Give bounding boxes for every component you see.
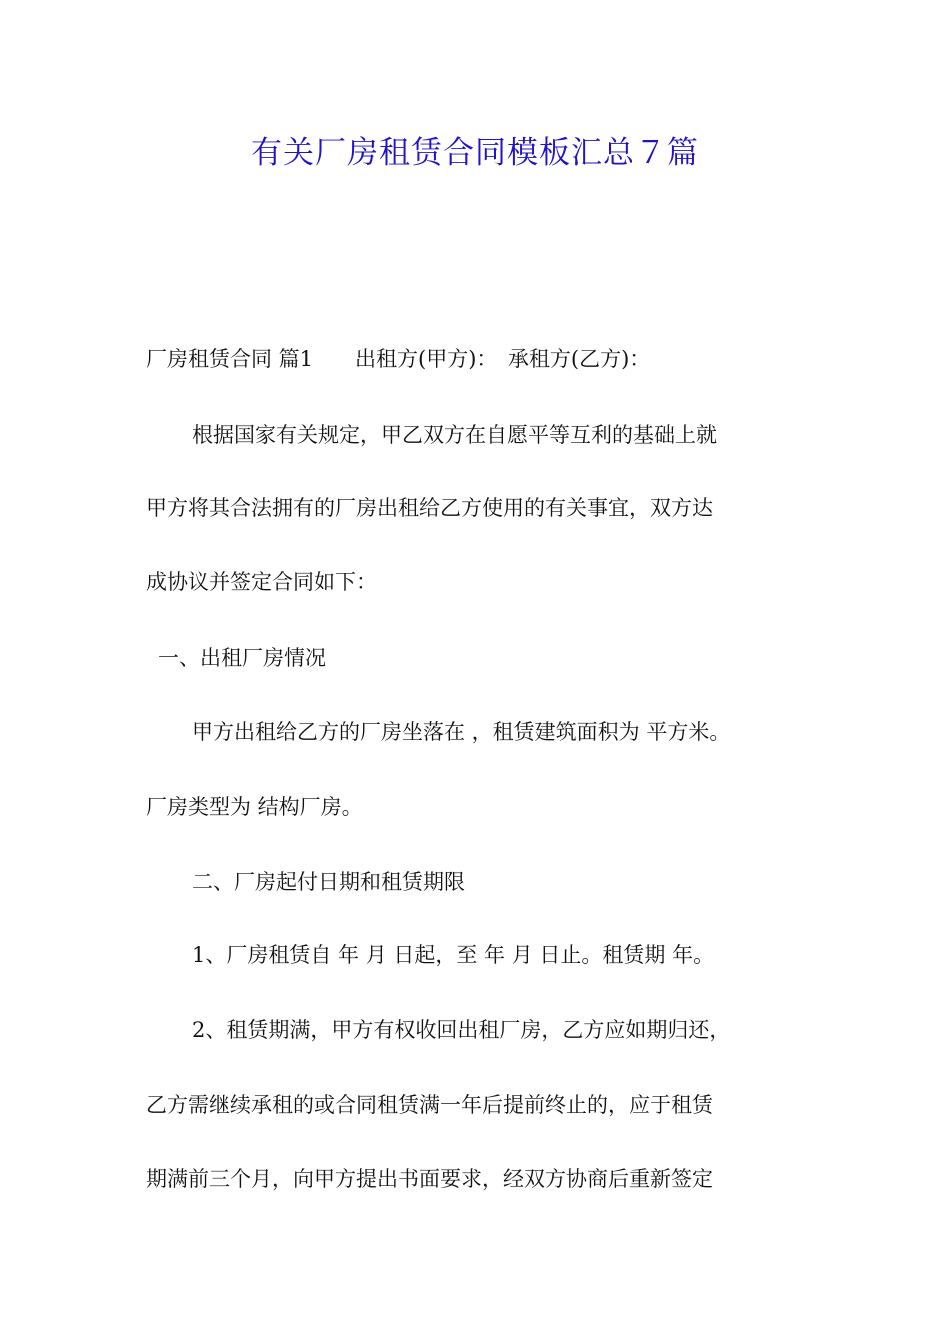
section-heading-2: 二、厂房起付日期和租赁期限: [192, 870, 465, 894]
paragraph-line: 成协议并签定合同如下：: [146, 570, 377, 594]
paragraph-line: 乙方需继续承租的或合同租赁满一年后提前终止的，应于租赁: [146, 1093, 713, 1117]
paragraph-line: 甲方出租给乙方的厂房坐落在 ，租赁建筑面积为 平方米。: [192, 720, 731, 744]
paragraph-line: 期满前三个月，向甲方提出书面要求，经双方协商后重新签定: [146, 1167, 713, 1191]
section-heading-1: 一、出租厂房情况: [158, 646, 326, 670]
paragraph-line: 根据国家有关规定，甲乙双方在自愿平等互利的基础上就: [192, 423, 717, 447]
document-title: 有关厂房租赁合同模板汇总７篇: [251, 135, 699, 171]
paragraph-line-heading: 厂房租赁合同 篇1 出租方(甲方)： 承租方(乙方)：: [146, 347, 651, 371]
clause-line: 2、租赁期满，甲方有权收回出租厂房，乙方应如期归还，: [192, 1018, 731, 1042]
clause-line: 1、厂房租赁自 年 月 日起，至 年 月 日止。租赁期 年。: [192, 943, 715, 967]
paragraph-line: 厂房类型为 结构厂房。: [146, 795, 363, 819]
paragraph-line: 甲方将其合法拥有的厂房出租给乙方使用的有关事宜，双方达: [146, 496, 713, 520]
